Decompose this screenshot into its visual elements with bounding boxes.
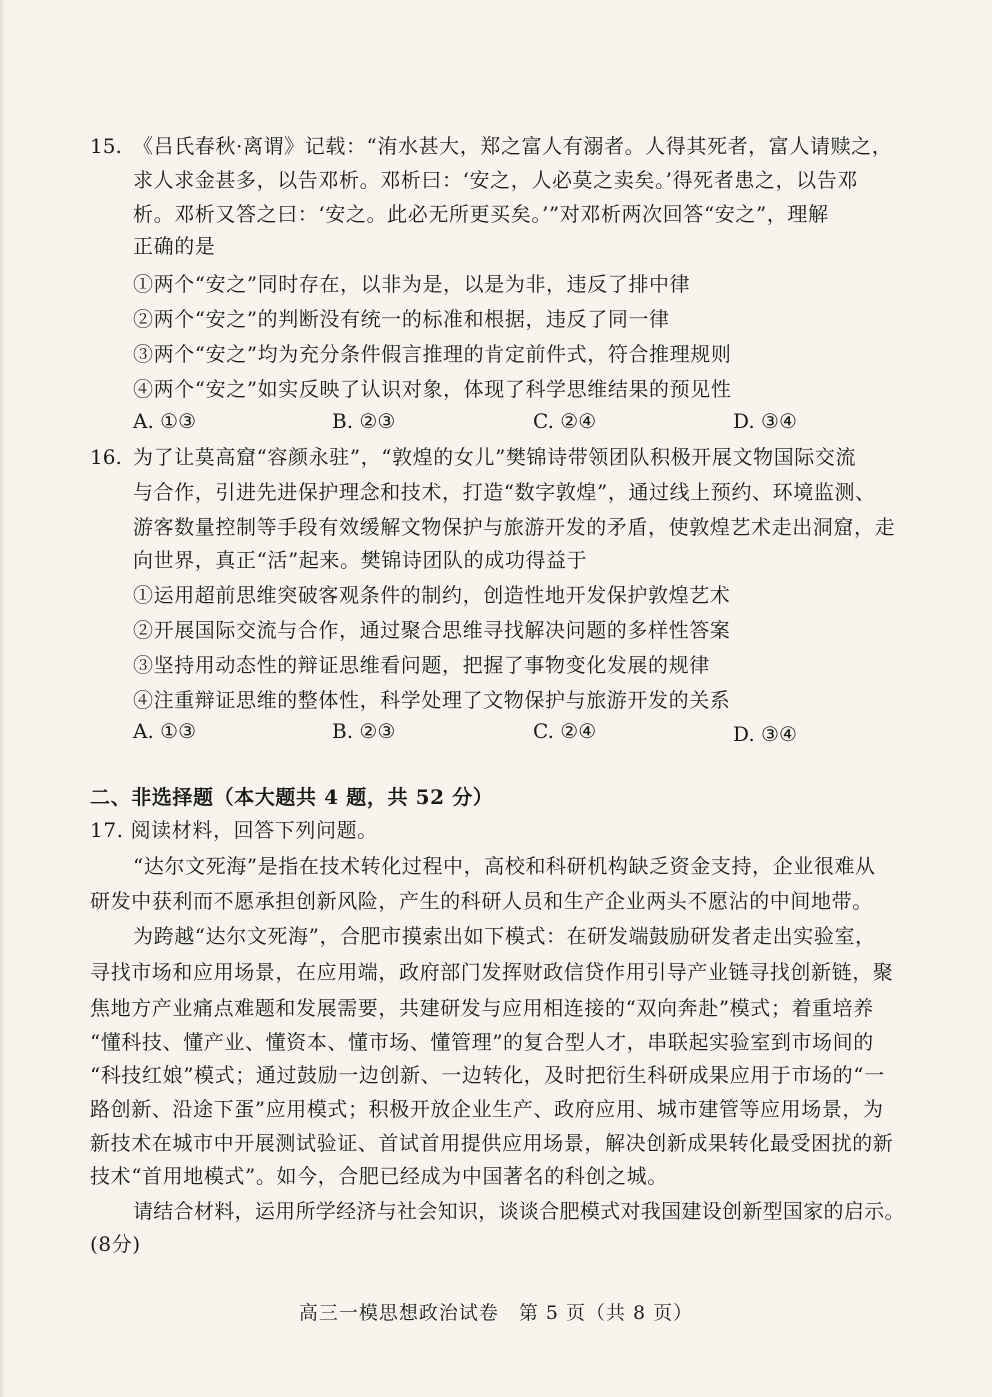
material-line: 研发中获利而不愿承担创新风险，产生的科研人员和生产企业两头不愿沾的中间地带。 [90,889,873,913]
question-stem-line: 正确的是 [133,234,216,258]
statement-item: ④两个“安之”如实反映了认识对象，体现了科学思维结果的预见性 [133,377,732,401]
statement-item: ③坚持用动态性的辩证思维看问题，把握了事物变化发展的规律 [133,653,710,677]
statement-item: ②两个“安之”的判断没有统一的标准和根据，违反了同一律 [133,307,670,331]
section-title: 二、非选择题（本大题共 4 题，共 52 分） [90,785,494,809]
option-b: B. ②③ [332,409,396,433]
option-a: A. ①③ [133,409,197,433]
page-footer: 高三一模思想政治试卷 第 5 页（共 8 页） [298,1302,694,1324]
question-number: 15. [90,134,122,158]
material-line: “达尔文死海”是指在技术转化过程中，高校和科研机构缺乏资金支持，企业很难从 [133,854,876,878]
question-stem-line: 析。邓析又答之曰：‘安之。此必无所更买矣。’”对邓析两次回答“安之”，理解 [133,202,829,226]
option-d: D. ③④ [733,409,797,433]
option-c: C. ②④ [533,409,597,433]
question-header: 17. 阅读材料，回答下列问题。 [90,818,378,842]
statement-item: ②开展国际交流与合作，通过聚合思维寻找解决问题的多样性答案 [133,618,731,642]
option-b: B. ②③ [332,719,396,743]
option-c: C. ②④ [533,719,597,743]
question-stem-line: 《吕氏春秋·离谓》记载：“洧水甚大，郑之富人有溺者。人得其死者，富人请赎之， [133,134,893,158]
statement-item: ④注重辩证思维的整体性，科学处理了文物保护与旅游开发的关系 [133,688,731,712]
question-number: 16. [90,445,122,469]
material-line: 路创新、沿途下蛋”应用模式；积极开放企业生产、政府应用、城市建管等应用场景，为 [90,1097,884,1121]
material-line: 为跨越“达尔文死海”，合肥市摸索出如下模式：在研发端鼓励研发者走出实验室， [133,924,876,948]
material-line: “科技红娘”模式；通过鼓励一边创新、一边转化，及时把衍生科研成果应用于市场的“一 [90,1063,885,1087]
material-line: “懂科技、懂产业、懂资本、懂市场、懂管理”的复合型人才，串联起实验室到市场间的 [90,1030,874,1054]
option-d: D. ③④ [733,722,797,746]
question-score: (8分) [90,1232,141,1256]
question-stem-line: 游客数量控制等手段有效缓解文物保护与旅游开发的矛盾，使敦煌艺术走出洞窟，走 [133,515,896,539]
material-line: 焦地方产业痛点难题和发展需要，共建研发与应用相连接的“双向奔赴”模式；着重培养 [90,996,874,1020]
statement-item: ①运用超前思维突破客观条件的制约，创造性地开发保护敦煌艺术 [133,583,731,607]
material-line: 寻找市场和应用场景，在应用端，政府部门发挥财政信贷作用引导产业链寻找创新链，聚 [90,960,894,984]
material-line: 技术“首用地模式”。如今，合肥已经成为中国著名的科创之城。 [90,1164,668,1188]
question-stem-line: 向世界，真正“活”起来。樊锦诗团队的成功得益于 [133,548,588,572]
question-prompt: 请结合材料，运用所学经济与社会知识，谈谈合肥模式对我国建设创新型国家的启示。 [133,1199,905,1223]
scan-edge-shadow [0,0,6,1397]
statement-item: ①两个“安之”同时存在，以非为是，以是为非，违反了排中律 [133,272,691,296]
question-stem-line: 与合作，引进先进保护理念和技术，打造“数字敦煌”，通过线上预约、环境监测、 [133,480,876,504]
statement-item: ③两个“安之”均为充分条件假言推理的肯定前件式，符合推理规则 [133,342,732,366]
question-stem-line: 为了让莫高窟“容颜永驻”，“敦煌的女儿”樊锦诗带领团队积极开展文物国际交流 [133,445,857,469]
question-stem-line: 求人求金甚多，以告邓析。邓析曰：‘安之，人必莫之卖矣。’得死者患之，以告邓 [133,168,858,192]
option-a: A. ①③ [133,719,197,743]
material-line: 新技术在城市中开展测试验证、首试首用提供应用场景，解决创新成果转化最受困扰的新 [90,1131,894,1155]
